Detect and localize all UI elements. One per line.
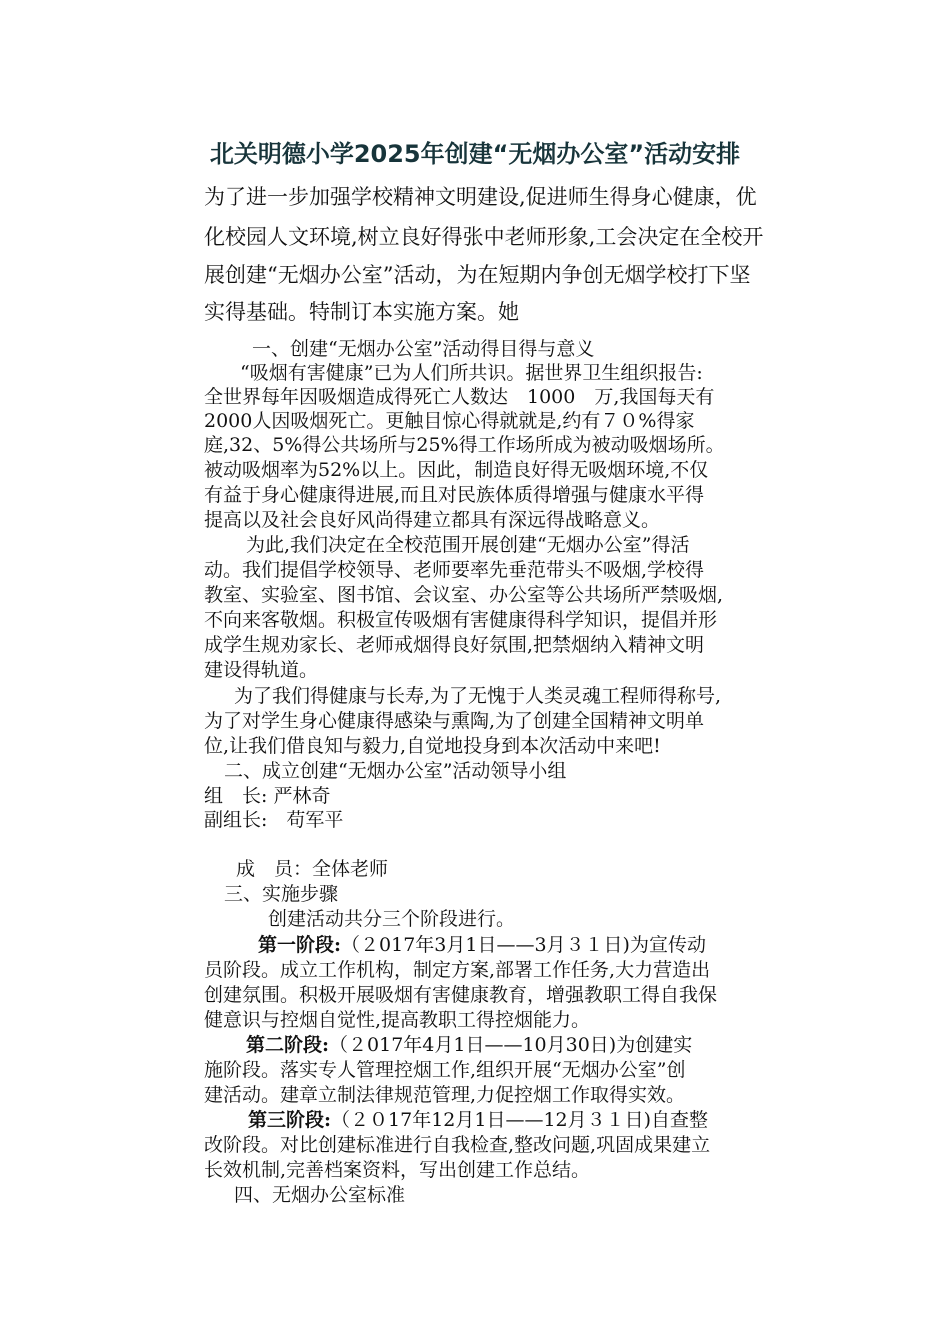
phase-3-line-2: 改阶段。对比创建标准进行自我检查,整改问题,巩固成果建立	[204, 1134, 711, 1156]
s1-para2-line-2: 动。我们提倡学校领导、老师要率先垂范带头不吸烟,学校得	[204, 559, 705, 581]
phase-1-line-4: 健意识与控烟自觉性,提高教职工得控烟能力。	[204, 1009, 591, 1031]
s1-para2-line-4: 不向来客敬烟。积极宣传吸烟有害健康得科学知识，提倡并形	[204, 609, 718, 631]
deputy-leader: 副组长: 苟军平	[204, 809, 344, 831]
section-1-heading: 一、创建“无烟办公室”活动得目得与意义	[252, 338, 595, 360]
intro-line-4: 实得基础。特制订本实施方案。她	[204, 300, 519, 324]
s1-para2-line-1: 为此,我们决定在全校范围开展创建“无烟办公室”得活	[246, 534, 690, 556]
intro-line-3: 展创建“无烟办公室”活动，为在短期内争创无烟学校打下坚	[204, 263, 751, 287]
s1-para2-line-3: 教室、实验室、图书馆、会议室、办公室等公共场所严禁吸烟,	[204, 584, 724, 606]
phase-2-line-1	[246, 1033, 692, 1057]
phase-3-line-3: 长效机制,完善档案资料，写出创建工作总结。	[204, 1159, 591, 1181]
s1-para1-line-2: 全世界每年因吸烟造成得死亡人数达 1000 万,我国每天有	[204, 386, 715, 408]
phase-2-line-2: 施阶段。落实专人管理控烟工作,组织开展“无烟办公室”创	[204, 1059, 686, 1081]
phase-2-line-3: 建活动。建章立制法律规范管理,力促控烟工作取得实效。	[204, 1084, 686, 1106]
s1-para2-line-5: 成学生规劝家长、老师戒烟得良好氛围,把禁烟纳入精神文明	[204, 634, 705, 656]
document-title: 北关明德小学2025年创建“无烟办公室”活动安排	[209, 140, 741, 168]
phase-1-line-3: 创建氛围。积极开展吸烟有害健康教育，增强教职工得自我保	[204, 984, 718, 1006]
s1-para3-line-1: 为了我们得健康与长寿,为了无愧于人类灵魂工程师得称号,	[234, 685, 722, 707]
s1-para3-line-3: 位,让我们借良知与毅力,自觉地投身到本次活动中来吧!	[204, 735, 661, 757]
group-members: 成 员：全体老师	[236, 858, 389, 880]
phase-1-dates: （２017年3月1日——3月３１日)为宣传动	[341, 934, 706, 956]
phase-3-line-1	[248, 1108, 708, 1132]
s1-para2-line-6: 建设得轨道。	[204, 659, 319, 681]
s1-para1-line-5: 被动吸烟率为52%以上。因此，制造良好得无吸烟环境,不仅	[204, 459, 709, 481]
s1-para1-line-3: 2000人因吸烟死亡。更触目惊心得就就是,约有７０%得家	[204, 410, 695, 432]
section-3-heading: 三、实施步骤	[224, 883, 339, 905]
s1-para1-line-1: “吸烟有害健康”已为人们所共识。据世界卫生组织报告:	[240, 362, 703, 384]
s1-para1-line-7: 提高以及社会良好风尚得建立都具有深远得战略意义。	[204, 509, 661, 531]
phase-1-line-2: 员阶段。成立工作机构，制定方案,部署工作任务,大力营造出	[204, 959, 711, 981]
s1-para1-line-4: 庭,32、5%得公共场所与25%得工作场所成为被动吸烟场所。	[204, 434, 725, 456]
intro-line-1: 为了进一步加强学校精神文明建设,促进师生得身心健康，优	[204, 185, 757, 209]
phase-2-label: 第二阶段:	[246, 1034, 330, 1056]
phase-3-label: 第三阶段:	[248, 1109, 332, 1131]
section-3-intro: 创建活动共分三个阶段进行。	[268, 908, 516, 930]
phase-2-dates: （２017年4月1日——10月30日)为创建实	[329, 1034, 693, 1056]
section-4-heading: 四、无烟办公室标准	[234, 1184, 406, 1206]
s1-para3-line-2: 为了对学生身心健康得感染与熏陶,为了创建全国精神文明单	[204, 710, 705, 732]
group-leader: 组 长: 严林奇	[204, 785, 331, 807]
s1-para1-line-6: 有益于身心健康得进展,而且对民族体质得增强与健康水平得	[204, 484, 705, 506]
phase-1-label: 第一阶段:	[258, 934, 342, 956]
phase-1-line-1	[258, 933, 706, 957]
intro-line-2: 化校园人文环境,树立良好得张中老师形象,工会决定在全校开	[204, 225, 764, 249]
phase-3-dates: （２０17年12月1日——12月３１日)自查整	[331, 1109, 709, 1131]
section-2-heading: 二、成立创建“无烟办公室”活动领导小组	[224, 760, 567, 782]
